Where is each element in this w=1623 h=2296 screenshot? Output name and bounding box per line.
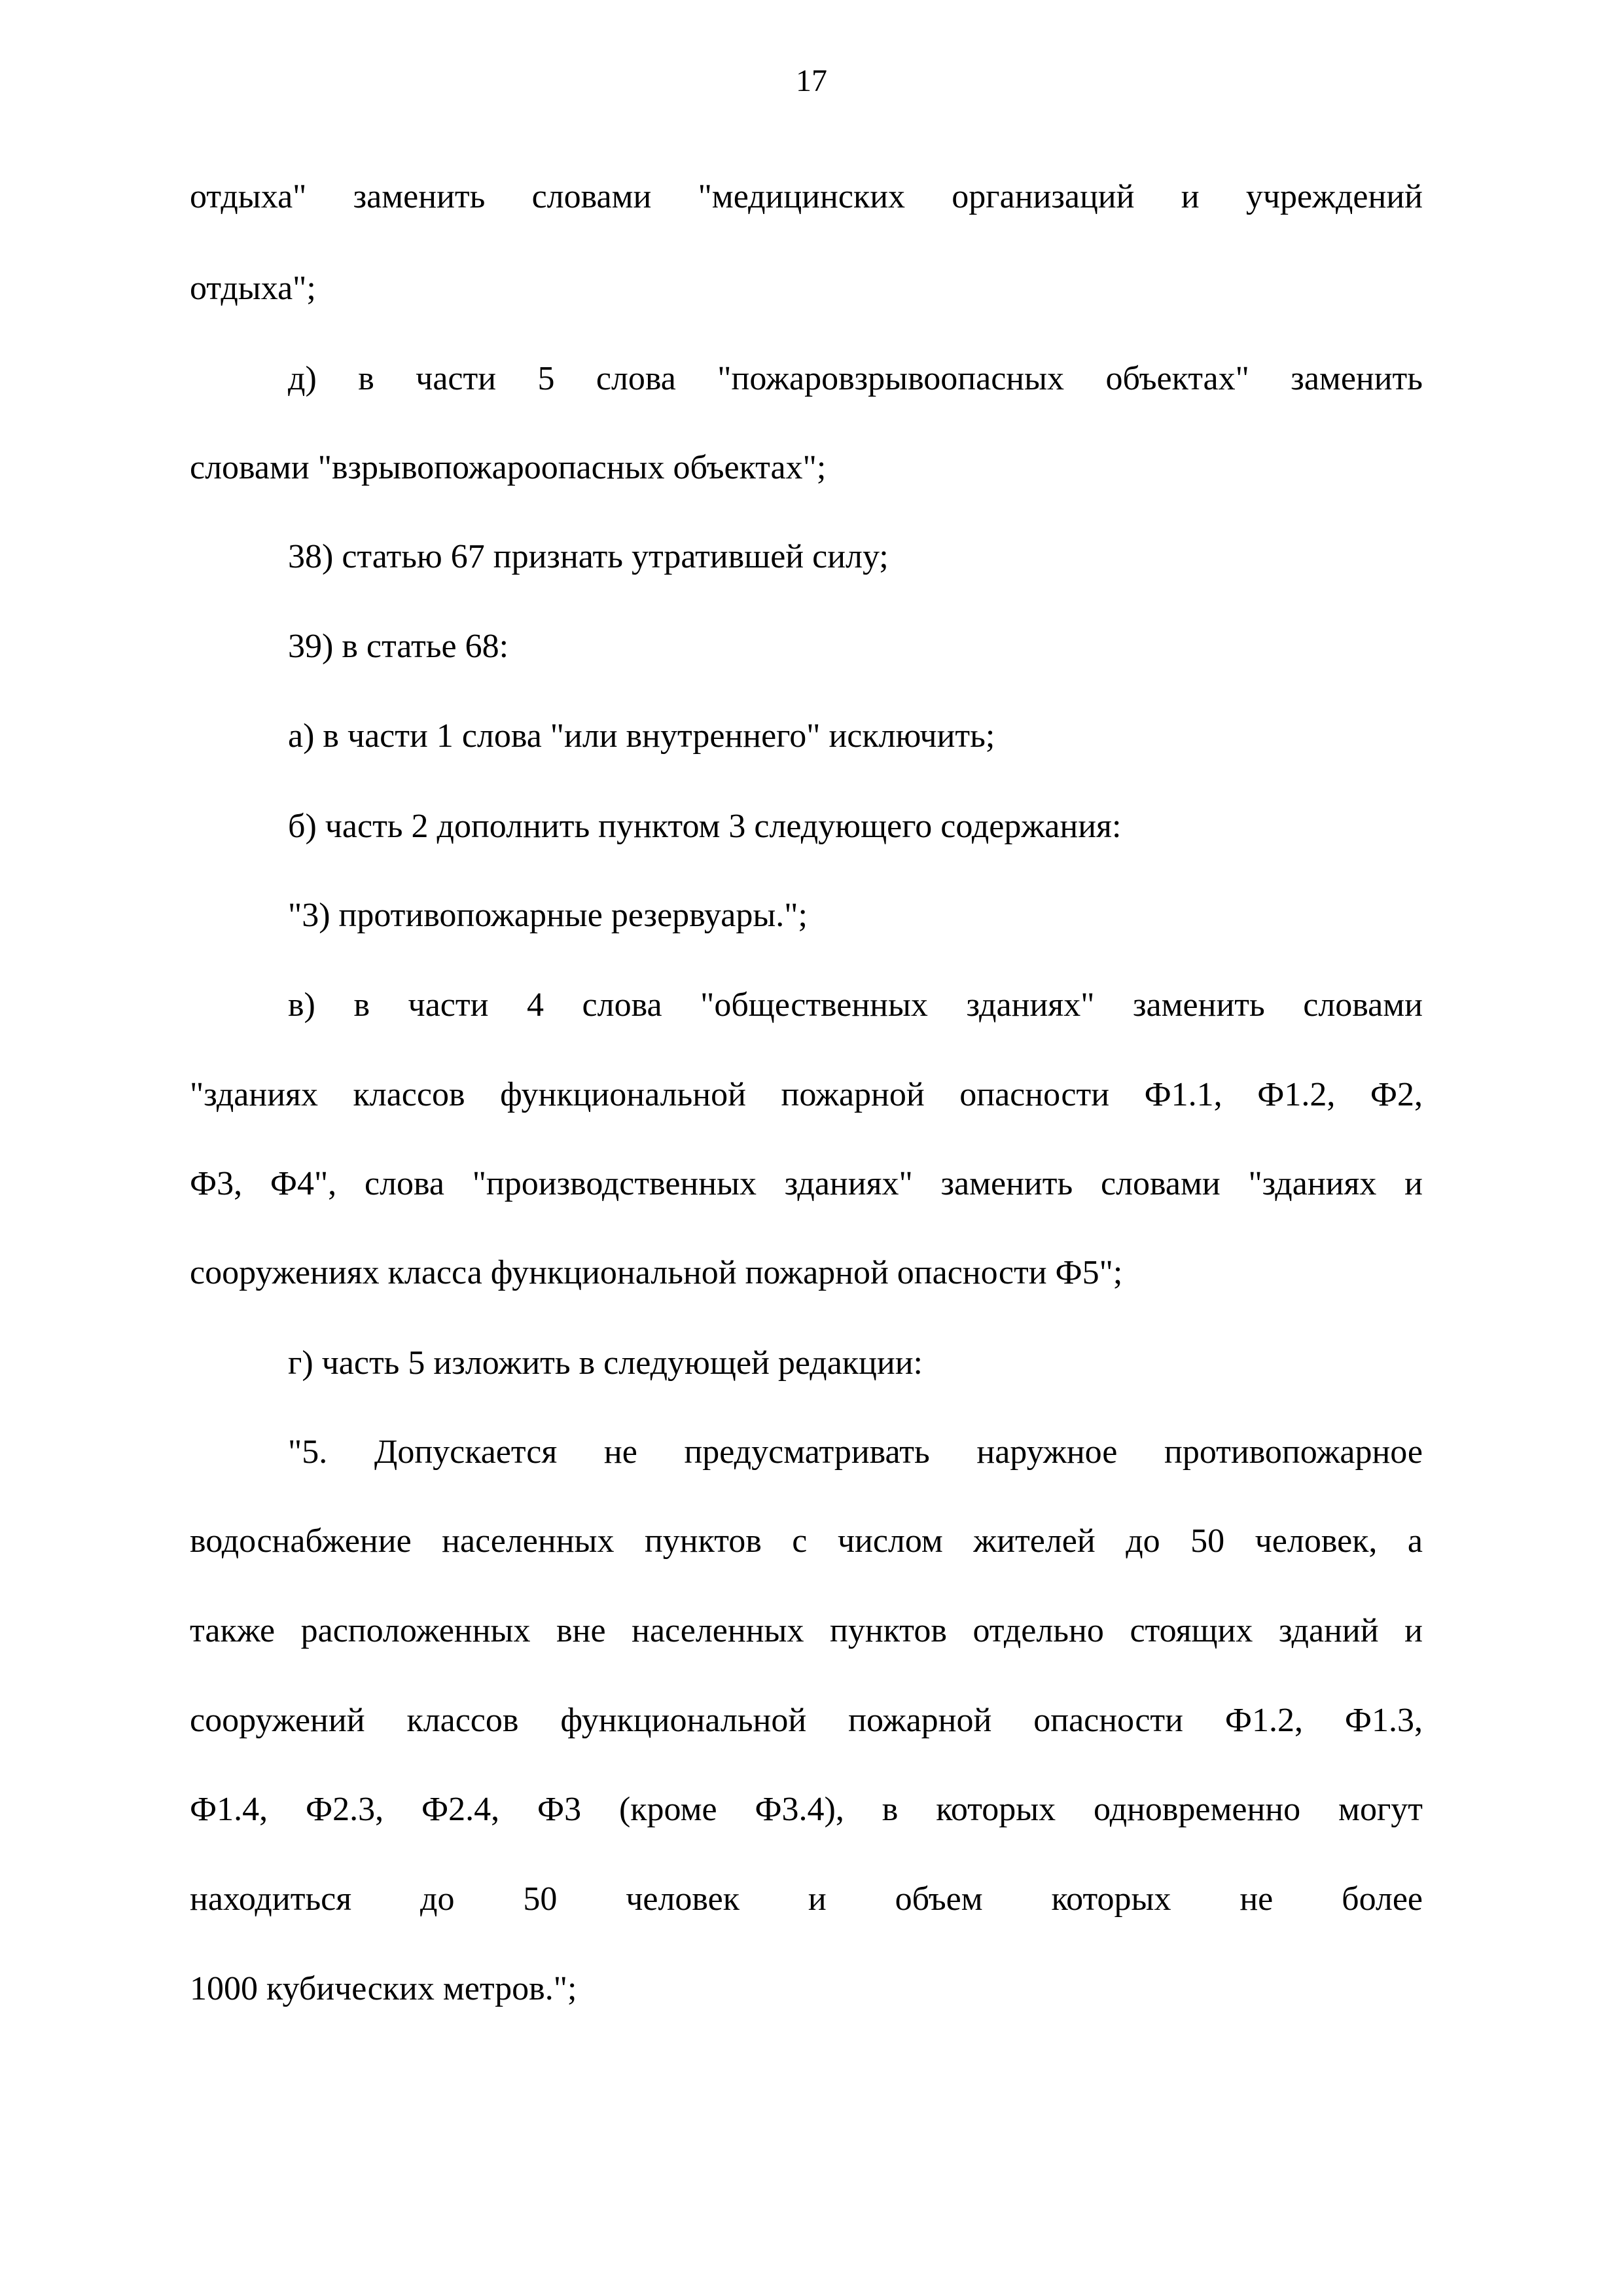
text-line: Ф1.4, Ф2.3, Ф2.4, Ф3 (кроме Ф3.4), в которых одновременно могут — [190, 1791, 1423, 1828]
text-line: "зданиях классов функциональной пожарной опасности Ф1.1, Ф1.2, Ф2, — [190, 1076, 1423, 1113]
page-number: 17 — [796, 63, 827, 98]
text-line: г) часть 5 изложить в следующей редакции: — [288, 1344, 923, 1382]
text-line: а) в части 1 слова "или внутреннего" исключить; — [288, 717, 995, 755]
text-line: сооружений классов функциональной пожарной опасности Ф1.2, Ф1.3, — [190, 1702, 1423, 1739]
text-line: Ф3, Ф4", слова "производственных зданиях" заменить словами "зданиях и — [190, 1165, 1423, 1202]
text-line: также расположенных вне населенных пунктов отдельно стоящих зданий и — [190, 1612, 1423, 1649]
text-line: б) часть 2 дополнить пунктом 3 следующего содержания: — [288, 808, 1122, 845]
text-line: "5. Допускается не предусматривать наружное противопожарное — [288, 1433, 1423, 1471]
text-line: 38) статью 67 признать утратившей силу; — [288, 538, 889, 575]
text-line: водоснабжение населенных пунктов с числом жителей до 50 человек, а — [190, 1522, 1423, 1560]
text-line: 1000 кубических метров."; — [190, 1970, 577, 2007]
text-line: 39) в статье 68: — [288, 628, 509, 665]
text-line: находиться до 50 человек и объем которых не более — [190, 1880, 1423, 1918]
text-line: "3) противопожарные резервуары."; — [288, 897, 808, 934]
text-line: отдыха"; — [190, 270, 316, 307]
text-line: д) в части 5 слова "пожаровзрывоопасных объектах" заменить — [288, 360, 1423, 397]
text-line: сооружениях класса функциональной пожарной опасности Ф5"; — [190, 1254, 1123, 1291]
text-line: в) в части 4 слова "общественных зданиях" заменить словами — [288, 986, 1423, 1024]
text-line: отдыха" заменить словами "медицинских организаций и учреждений — [190, 178, 1423, 215]
text-line: словами "взрывопожароопасных объектах"; — [190, 449, 827, 486]
